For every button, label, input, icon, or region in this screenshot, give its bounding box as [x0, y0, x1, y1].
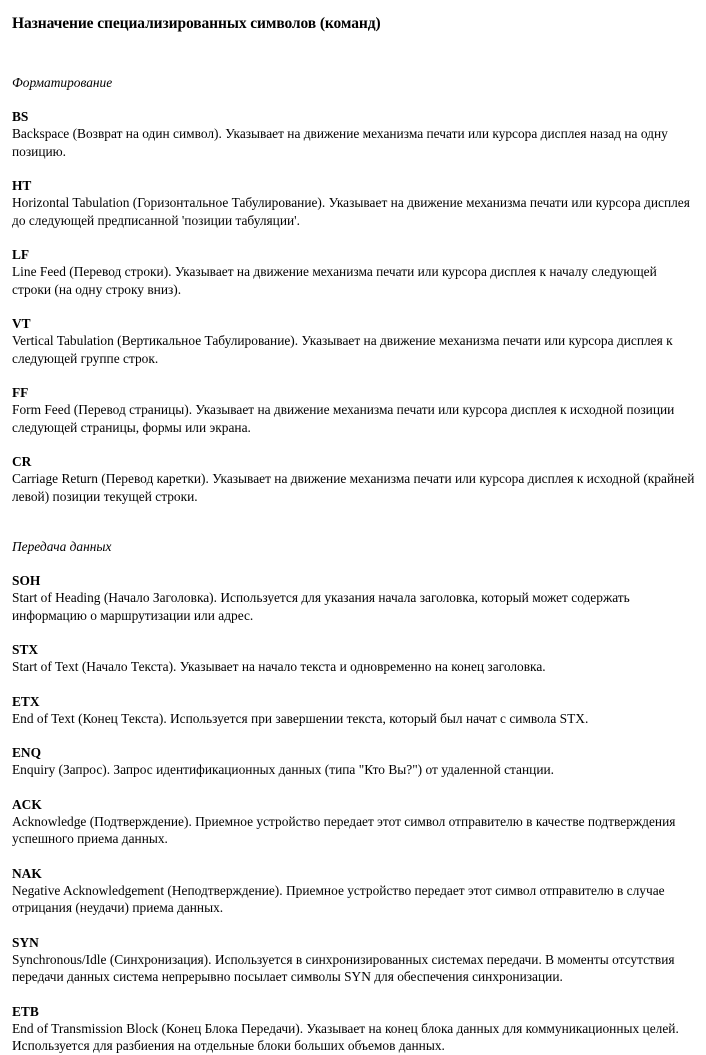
entry-code: VT: [12, 316, 31, 331]
entry-description: Start of Heading (Начало Заголовка). Используется для указания начала заголовка, который может содержать информацию о маршрутизации или адрес.: [12, 590, 630, 623]
entry-code: HT: [12, 178, 32, 193]
entry-description: Carriage Return (Перевод каретки). Указывает на движение механизма печати или курсора дисплея к исходной (крайней левой) позиции текущей строки.: [12, 471, 695, 504]
entry-bs: [12, 108, 696, 160]
entry-ht: [12, 177, 696, 229]
entry-description: Negative Acknowledgement (Неподтверждение). Приемное устройство передает этот символ отправителю в случае отрицания (неудачи) приема данных.: [12, 882, 665, 915]
entry-code: CR: [12, 454, 32, 469]
entry-code: FF: [12, 385, 29, 400]
entry-code: SYN: [12, 934, 39, 950]
entry-description: Acknowledge (Подтверждение). Приемное устройство передает этот символ отправителю в качестве подтверждения успешного приема данных.: [12, 813, 676, 846]
entry-etx: [12, 693, 696, 728]
entry-description: End of Text (Конец Текста). Используется при завершении текста, который был начат с символа STX.: [12, 710, 589, 726]
entry-ff: [12, 384, 696, 436]
entry-code: LF: [12, 247, 30, 262]
entry-code: ENQ: [12, 745, 42, 760]
entry-code: NAK: [12, 865, 42, 881]
entry-code: ETB: [12, 1003, 39, 1019]
entry-code: BS: [12, 109, 29, 124]
entry-vt: [12, 315, 696, 367]
entry-description: Synchronous/Idle (Синхронизация). Используется в синхронизированных системах передачи. В моменты отсутствия передачи данных система непрерывно посылает символы SYN для обеспечения синхронизации.: [12, 951, 675, 984]
entry-cr: [12, 453, 696, 505]
entry-code: SOH: [12, 573, 41, 588]
entry-code: ACK: [12, 796, 42, 812]
entry-description: Horizontal Tabulation (Горизонтальное Табулирование). Указывает на движение механизма печати или курсора дисплея до следующей предписанной 'позиции табуляции'.: [12, 195, 690, 228]
entry-lf: [12, 246, 696, 298]
entry-etb: [12, 1003, 696, 1055]
entry-ack: [12, 796, 696, 848]
entry-syn: [12, 934, 696, 986]
entry-stx: [12, 641, 696, 676]
section-title: Форматирование: [12, 75, 113, 90]
entry-description: Enquiry (Запрос). Запрос идентификационных данных (типа "Кто Вы?") от удаленной станции.: [12, 762, 554, 777]
entry-enq: [12, 744, 696, 779]
entry-description: Line Feed (Перевод строки). Указывает на движение механизма печати или курсора дисплея к началу следующей строки (на одну строку вниз).: [12, 264, 657, 297]
entry-description: Form Feed (Перевод страницы). Указывает на движение механизма печати или курсора дисплея к исходной позиции следующей страницы, формы или экрана.: [12, 402, 675, 435]
entry-description: Start of Text (Начало Текста). Указывает на начало текста и одновременно на конец заголовка.: [12, 659, 546, 674]
entry-soh: [12, 572, 696, 624]
entry-description: End of Transmission Block (Конец Блока Передачи). Указывает на конец блока данных для коммуникационных целей. Используется для разбиения на отдельные блоки больших объемов данных.: [12, 1020, 679, 1053]
entry-code: ETX: [12, 693, 40, 709]
entry-description: Backspace (Возврат на один символ). Указывает на движение механизма печати или курсора дисплея назад на одну позицию.: [12, 126, 668, 159]
entry-nak: [12, 865, 696, 917]
section-data-transmission: [12, 538, 696, 1055]
section-formatting: [12, 74, 696, 505]
section-title: Передача данных: [12, 539, 112, 554]
entry-code: STX: [12, 642, 39, 657]
page-title: Назначение специализированных символов (команд): [12, 15, 381, 32]
entry-description: Vertical Tabulation (Вертикальное Табулирование). Указывает на движение механизма печати или курсора дисплея к следующей группе строк.: [12, 333, 673, 366]
